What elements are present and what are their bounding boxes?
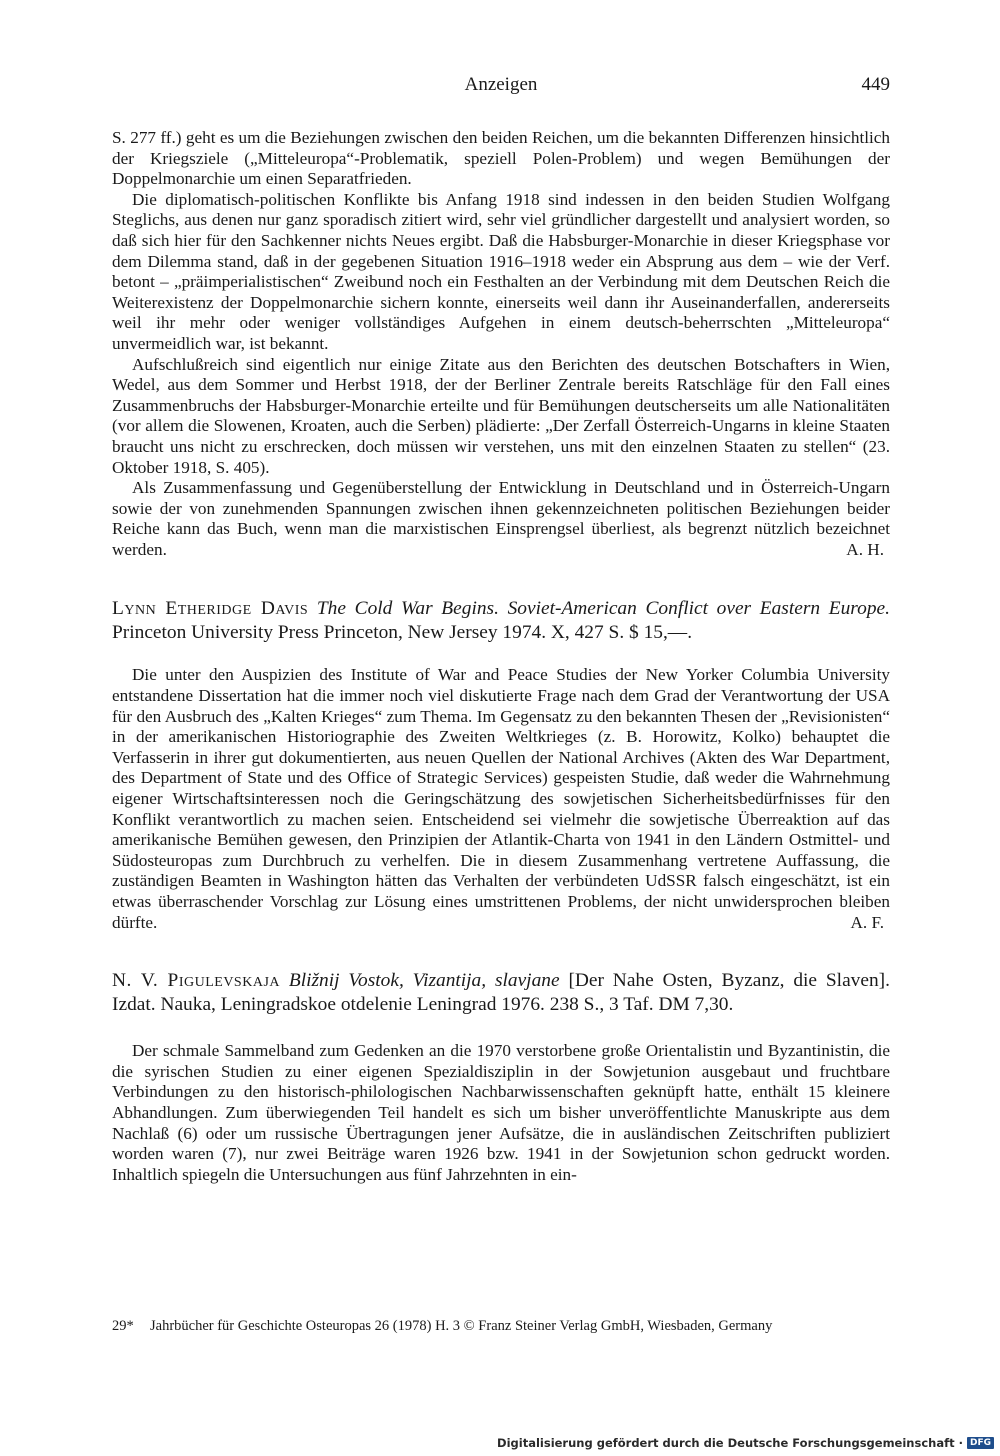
- review-1-paragraph: S. 277 ff.) geht es um die Beziehungen zwischen den beiden Reichen, um die bekannten Differenzen hinsichtlich der Kriegsziele („Mitteleuropa“-Problematik, speziell Polen-Problem) und wegen Bemühungen der Doppelmonarchie um einen Separatfrieden.: [112, 128, 890, 189]
- review-1-paragraph: Die diplomatisch-politischen Konflikte bis Anfang 1918 sind indessen in den beiden Studien Wolfgang Steglichs, aus denen nur ganz sporadisch zitiert wird, sehr viel gründlicher dargestellt und analysiert worden, so daß sich hier für den Sachkenner nichts Neues ergibt. Daß die Habsburger-Monarchie in dieser Kriegsphase vor dem Dilemma stand, daß in der gegebenen Situation 1916–1918 weder ein Absprung aus dem – wie der Verf. betont – „präimperialistischen“ Zweibund noch ein Festhalten an der Verbindung mit dem Deutschen Reich die Weiterexistenz der Doppelmonarchie sichern konnte, einerseits weil dann ihr Auseinanderfallen, andererseits weil ihr mehr oder weniger vollständiges Aufgehen in einem deutsch-beherrschten „Mitteleuropa“ unvermeidlich war, ist bekannt.: [112, 189, 890, 353]
- review-3-body: Der schmale Sammelband zum Gedenken an die 1970 verstorbene große Orientalistin und Byzantinistin, die die syrischen Studien zu einer eigenen Spezialdisziplin in der Sowjetunion ausgebaut und fruchtbare Verbindungen zu den historisch-philologischen Nachbarwissenschaften geknüpft hatte, enthält 15 kleinere Abhandlungen. Zum überwiegenden Teil handelt es sich um bisher unveröffentlichte Manuskripte aus dem Nachlaß (6) oder um russische Übertragungen jener Aufsätze, die in ausländischen Zeitschriften publiziert worden waren (7), nur zwei Beiträge waren 1926 bzw. 1941 in der Sowjetunion schon gedruckt worden. Inhaltlich spiegeln die Untersuchungen aus fünf Jahrzehnten in ein-: [112, 1041, 890, 1184]
- review-3-author: N. V. Pigulevskaja: [112, 970, 280, 992]
- review-3-heading: [112, 969, 890, 1016]
- review-2-text: Die unter den Auspizien des Institute of War and Peace Studies der New Yorker Columbia University entstandene Dissertation hat die immer noch viel diskutierte Frage nach dem Grad der Verantwortung der USA für den Ausbruch des „Kalten Krieges“ zum Thema. Im Gegensatz zu den bekannten Thesen der „Revisionisten“ in der amerikanischen Historiographie des Zweiten Weltkrieges (z. B. Horowitz, Kolko) behauptet die Verfasserin in ihrer gut dokumentierten, aus neuen Quellen der National Archives (Akten des War Department, des Department of State und des Office of Strategic Services) gespeisten Studie, daß weder die Wahrnehmung eigener Wirtschaftsinteressen noch die Geringschätzung des sowjetischen Sicherheitsbedürfnisses für den Konflikt verantwortlich zu machen seien. Entscheidend sei vielmehr die sowjetische Überreaktion auf das amerikanische Bemühen gewesen, den Prinzipien der Atlantik-Charta von 1941 in den Ländern Ostmittel- und Südosteuropas zum Durchbruch zu verhelfen. Die in diesem Zusammenhang vertretene Auffassung, die zuständigen Beamten in Washington hätten das Verhalten der verbündeten UdSSR falsch eingeschätzt, ist ein etwas überraschender Vorschlag zur Lösung eines umstrittenen Problems, der nicht unwidersprochen bleiben dürfte.: [112, 665, 890, 932]
- review-1-signature: A. H.: [846, 539, 884, 559]
- review-1-closing-text: Als Zusammenfassung und Gegenüberstellung der Entwicklung in Deutschland und in Österreich-Ungarn sowie der von zunehmenden Spannungen zwischen ihnen gekennzeichneten politischen Beziehungen beider Reiche kann das Buch, wenn man die marxistischen Einsprengsel überliest, als begrenzt nützlich bezeichnet werden.: [112, 478, 890, 559]
- review-2-publication: Princeton University Press Princeton, New Jersey 1974. X, 427 S. $ 15,—.: [112, 621, 693, 643]
- review-3-publication: [Der Nahe Osten, Byzanz, die Slaven]. Izdat. Nauka, Leningradskoe otdelenie Leningrad 1976. 238 S., 3 Taf. DM 7,30.: [112, 970, 890, 1015]
- review-2-author: Lynn Etheridge Davis: [112, 598, 309, 620]
- sheet-signature-mark: 29*: [112, 1318, 134, 1334]
- dfg-logo-icon: DFG: [967, 1437, 994, 1449]
- review-2-heading: [112, 597, 890, 644]
- page: [112, 74, 890, 1185]
- review-1-paragraph: [112, 478, 890, 560]
- review-2-signature: A. F.: [850, 912, 884, 932]
- running-title: Anzeigen: [464, 74, 538, 95]
- review-1-continuation: [112, 128, 890, 560]
- journal-citation: Jahrbücher für Geschichte Osteuropas 26 (1978) H. 3 © Franz Steiner Verlag GmbH, Wiesbaden, Germany: [150, 1318, 773, 1334]
- review-3-title: Bližnij Vostok, Vizantija, slavjane: [288, 970, 560, 992]
- digitization-notice: [497, 1436, 994, 1450]
- page-footer: [112, 1318, 890, 1335]
- review-2-title: The Cold War Begins. Soviet-American Conflict over Eastern Europe.: [316, 598, 890, 620]
- review-1-paragraph: Aufschlußreich sind eigentlich nur einige Zitate aus den Berichten des deutschen Botschafters in Wien, Wedel, aus dem Sommer und Herbst 1918, der der Berliner Zentrale bereits Ratschläge für den Fall eines Zusammenbruchs der Habsburger-Monarchie erteilte und für Bemühungen deutscherseits um alle Nationalitäten (vor allem die Slowenen, Kroaten, auch die Serben) plädierte: „Der Zerfall Österreich-Ungarns in kleine Staaten braucht uns nicht zu erschrecken, doch müssen wir verstehen, uns mit den einzelnen Staaten zu stellen“ (23. Oktober 1918, S. 405).: [112, 354, 890, 477]
- review-2-body: [112, 665, 890, 933]
- digitization-text: Digitalisierung gefördert durch die Deutsche Forschungsgemeinschaft ·: [497, 1436, 963, 1450]
- page-number: 449: [861, 74, 890, 95]
- running-header: [112, 74, 890, 104]
